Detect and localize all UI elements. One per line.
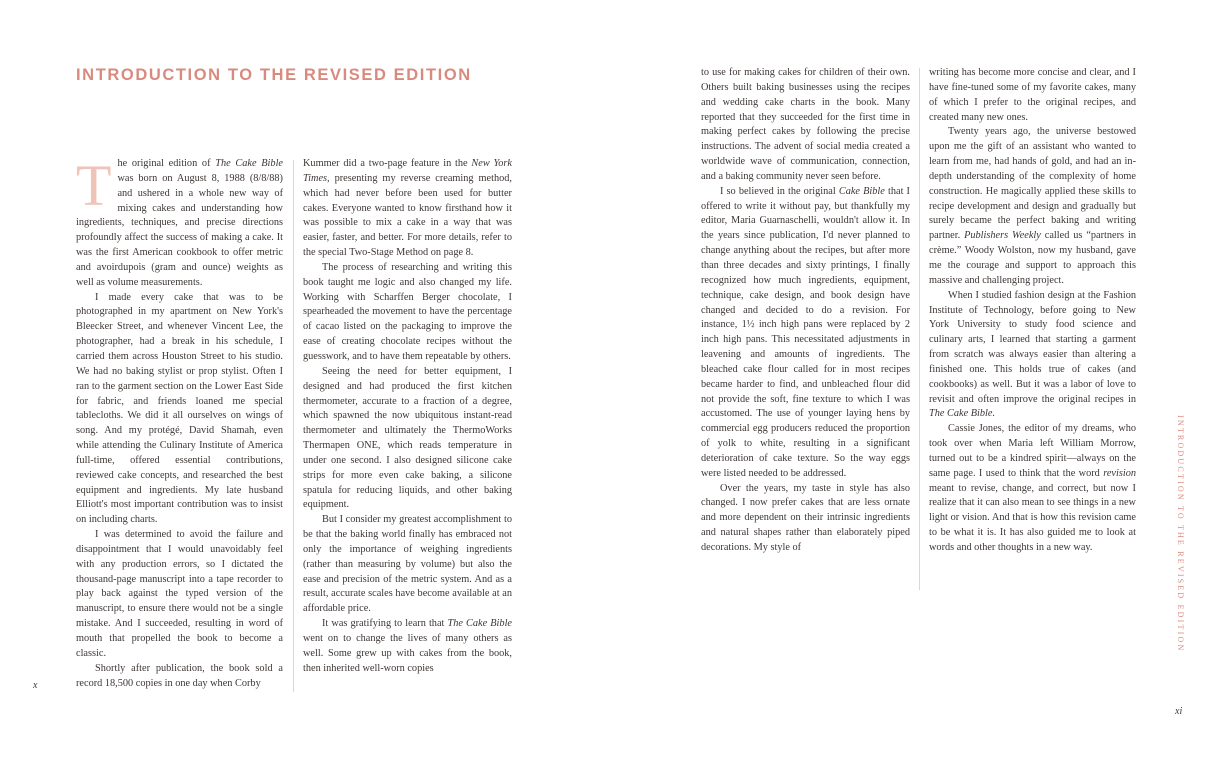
paragraph — [303, 617, 512, 676]
column-rule-right — [919, 68, 920, 590]
paragraph: Shortly after publication, the book sold a record 18,500 copies in one day when Corby — [76, 662, 283, 689]
chapter-heading: INTRODUCTION TO THE REVISED EDITION — [76, 66, 472, 84]
paragraph — [701, 185, 910, 482]
text-run: went on to change the lives of many others as well. Some grew up with cakes from the book, then inherited well-worn copies — [303, 633, 512, 674]
publication-title: Publishers Weekly — [964, 230, 1041, 242]
text-column-4 — [929, 66, 1136, 556]
book-title: The Cake Bible — [215, 158, 284, 169]
book-title: The Cake Bible. — [929, 408, 996, 420]
column-rule-left — [293, 160, 294, 692]
text-run: Cassie Jones, the editor of my dreams, who took over when Maria left William Morrow, turned out to be a kindred spirit—always on the same page. I used to think that the word — [929, 423, 1136, 479]
paragraph — [929, 125, 1136, 288]
text-run: When I studied fashion design at the Fashion Institute of Technology, before going to New York University to study food science and culinary arts, I learned that starting a garment from scratch was always easier than altering a finished one. This holds true of cakes (and cookbooks) as well. But it was a labor of love to revisit and often improve the original recipes in — [929, 289, 1136, 405]
text-run: he original edition of — [117, 158, 216, 169]
paragraph — [929, 289, 1136, 423]
text-run: was born on August 8, 1988 (8/8/88) and ushered in a whole new way of mixing cakes and understanding how ingredients, techniques, and precise directions profoundly affect the success of making a cake. It was the first American cookbook to offer metric and avoirdupois (gram and ounce) weights as well as volume measurements. — [76, 172, 283, 288]
text-run: called us “partners in crème.” Woody Wolston, now my husband, gave me the courage and support to approach this massive and challenging project. — [929, 230, 1136, 286]
paragraph — [76, 153, 284, 291]
paragraph: Seeing the need for better equipment, I designed and had produced the first kitchen thermometer, accurate to a fraction of a degree, which spawned the now ubiquitous instant-read thermometer and ultimately the ThermoWorks Thermapen ONE, which reads temperature in under one second. I also designed silicone cake strips for more even cake baking, a silicone spatula for reducing liquids, and other baking equipment. — [303, 365, 512, 511]
text-run: Kummer did a two-page feature in the — [303, 158, 472, 169]
text-run: I so believed in the original — [720, 185, 839, 197]
drop-cap: T — [76, 153, 112, 218]
text-column-1 — [76, 153, 284, 691]
text-run: meant to revise, change, and correct, but now I realize that it can also mean to see things in a new light or vision. And that is how this revision came to be what it is. It has also guided me to look at words and other thoughts in a new way. — [929, 482, 1136, 553]
text-run: that I offered to write it without pay, but thankfully my editor, Maria Guarnaschelli, wouldn't allow it. In the years since publication, I'd never planned to change anything about the recipes, but after more than three decades and sixty printings, I finally recognized how much ingredients, equipment, technique, cake design, and book design have changed and decided to do a revision. For instance, 1½ inch high pans were replaced by 2 inch high pans. This necessitated adjustments in leavening and amounts of ingredients. The bleached cake flour called for in most recipes became harder to find, and unbleached flour did not provide the soft, fine texture to which I was accustomed. The use of younger laying hens by commercial egg producers reduced the proportion of yolk to white, resulting in a significant deterioration of cake texture. So the way eggs were listed needed to be addressed. — [701, 185, 910, 479]
book-title: Cake Bible — [838, 185, 885, 197]
paragraph: to use for making cakes for children of their own. Others built baking businesses using the recipes and wedding cake charts in the book. Many reported that they succeeded for the first time in making perfect cakes by following the precise instructions. The advent of social media created a worldwide wave of communication, connection, and a baking community never seen before. — [701, 67, 910, 182]
italic-word: revision — [1103, 467, 1136, 479]
page-number-right: xi — [1175, 706, 1183, 717]
page-number-left: x — [33, 680, 38, 691]
text-column-2 — [303, 157, 512, 677]
paragraph: writing has become more concise and clear, and I have fine-tuned some of my favorite cakes, many of which I prefer to the original recipes, and created many new ones. — [929, 67, 1136, 123]
text-run: Twenty years ago, the universe bestowed upon me the gift of an assistant who wanted to learn from me, had hands of gold, and had an in-depth understanding of the complexity of home construction. He magically applied these skills to recipe development and design and gradually but surely became the perfect baking and writing partner. — [929, 126, 1136, 242]
paragraph — [929, 422, 1136, 556]
paragraph: I was determined to avoid the failure and disappointment that I would unavoidably feel with any production errors, so I dictated the thousand-page manuscript into a tape recorder to play back against the typed version of the manuscript, to ensure there would not be a single mistake. And I succeeded, resulting in word of mouth that propelled the book to become a classic. — [76, 529, 283, 659]
paragraph: Over the years, my taste in style has also changed. I now prefer cakes that are less ornate and more dependent on their intrinsic ingredients and natural shapes rather than elaborately piped decorations. My style of — [701, 482, 910, 553]
paragraph — [303, 157, 512, 261]
text-run: presenting my reverse creaming method, which had never before been used for butter cakes. Everyone wanted to know firsthand how it was possible to mix a cake in a way that was easier, faster, and better. For more details, refer to the special Two-Stage Method on page 8. — [303, 172, 512, 259]
text-column-3 — [701, 66, 910, 556]
running-head: INTRODUCTION TO THE REVISED EDITION — [1176, 415, 1185, 653]
paragraph: I made every cake that was to be photographed in my apartment on New York's Bleecker Street, and whenever Vincent Lee, the photographer, had a break in his schedule, I carried them across Houston Street to his studio. We had no baking stylist or prop stylist. Often I ran to the garment section on the Lower East Side for fabric, and friends loaned me special tablecloths. We did it all ourselves on wings of song. And my protégé, David Shamah, even while attending the Culinary Institute of America full-time, offered essential contributions, reviewed cake concepts, and researched the best equipment and ingredients. My late husband Elliott's most important contribution was to insist on including charts. — [76, 291, 283, 526]
text-run: It was gratifying to learn that — [322, 618, 448, 630]
newspaper-title: New York Times, — [303, 158, 513, 184]
book-title: The Cake Bible — [447, 618, 512, 630]
paragraph: The process of researching and writing this book taught me logic and also changed my life. Working with Scharffen Berger chocolate, I spearheaded the movement to have the percentage of cacao listed on the packaging to improve the ease of creating chocolate recipes without the guesswork, and to have them repeatable by others. — [303, 261, 512, 362]
paragraph: But I consider my greatest accomplishment to be that the baking world finally has embraced not only the importance of weighing ingredients (rather than measuring by volume) but also the ease and precision of the metric system. And as a result, accurate scales have become available at an affordable price. — [303, 514, 512, 615]
